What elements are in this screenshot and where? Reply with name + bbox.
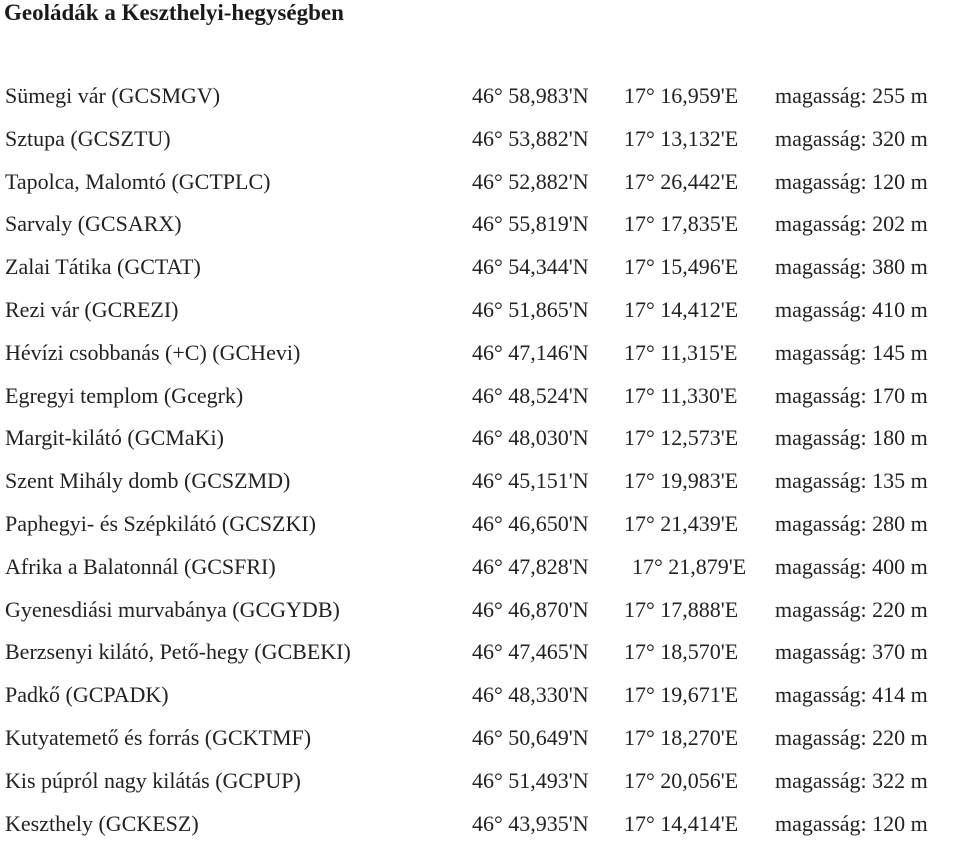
cache-altitude: magasság: 170 m [775,382,928,408]
cache-name: Margit-kilátó (GCMaKi) [5,425,224,451]
cache-latitude: 46° 54,344'N [472,254,589,280]
cache-longitude: 17° 11,330'E [624,382,738,408]
cache-name: Kutyatemető és forrás (GCKTMF) [5,724,312,750]
cache-longitude: 17° 18,270'E [624,724,739,750]
cache-row [0,546,960,589]
cache-altitude: magasság: 380 m [775,254,928,280]
cache-longitude: 17° 15,496'E [624,254,739,280]
cache-latitude: 46° 53,882'N [472,125,589,151]
cache-altitude: magasság: 120 m [775,168,928,194]
cache-longitude: 17° 18,570'E [624,639,739,665]
cache-latitude: 46° 48,330'N [472,682,589,708]
cache-longitude: 17° 17,888'E [624,596,739,622]
cache-row [0,503,960,546]
cache-longitude: 17° 21,439'E [624,510,739,536]
cache-longitude: 17° 11,315'E [624,339,738,365]
cache-longitude: 17° 19,983'E [624,468,739,494]
cache-latitude: 46° 47,146'N [472,339,589,365]
cache-row [0,460,960,503]
cache-latitude: 46° 47,828'N [472,553,589,579]
cache-altitude: magasság: 202 m [775,211,928,237]
cache-row [0,289,960,332]
cache-row [0,674,960,717]
cache-name: Szent Mihály domb (GCSZMD) [5,468,291,494]
cache-latitude: 46° 48,030'N [472,425,589,451]
cache-latitude: 46° 47,465'N [472,639,589,665]
cache-altitude: magasság: 135 m [775,468,928,494]
cache-altitude: magasság: 145 m [775,339,928,365]
cache-name: Tapolca, Malomtó (GCTPLC) [5,168,271,194]
cache-name: Kis púpról nagy kilátás (GCPUP) [5,767,301,793]
cache-name: Keszthely (GCKESZ) [5,810,199,836]
cache-name: Berzsenyi kilátó, Pető-hegy (GCBEKI) [5,639,351,665]
page-title: Geoládák a Keszthelyi-hegységben [4,0,344,25]
cache-name: Sztupa (GCSZTU) [5,125,171,151]
cache-longitude: 17° 13,132'E [624,125,739,151]
cache-altitude: magasság: 220 m [775,724,928,750]
cache-altitude: magasság: 255 m [775,83,928,108]
cache-latitude: 46° 58,983'N [472,83,589,108]
cache-row [0,631,960,674]
cache-longitude: 17° 19,671'E [624,682,739,708]
cache-latitude: 46° 46,650'N [472,510,589,536]
cache-name: Zalai Tátika (GCTAT) [5,254,201,280]
cache-altitude: magasság: 320 m [775,125,928,151]
cache-row [0,589,960,632]
cache-row [0,417,960,460]
cache-longitude: 17° 16,959'E [624,83,739,108]
cache-longitude: 17° 21,879'E [632,553,747,579]
cache-altitude: magasság: 414 m [775,682,928,708]
cache-row [0,717,960,760]
cache-latitude: 46° 55,819'N [472,211,589,237]
cache-longitude: 17° 12,573'E [624,425,739,451]
cache-row [0,75,960,118]
cache-name: Egregyi templom (Gcegrk) [5,382,244,408]
cache-name: Sarvaly (GCSARX) [5,211,182,237]
cache-latitude: 46° 50,649'N [472,724,589,750]
cache-latitude: 46° 43,935'N [472,810,589,836]
cache-row [0,760,960,803]
cache-name: Paphegyi- és Szépkilátó (GCSZKI) [5,510,316,536]
cache-name: Sümegi vár (GCSMGV) [5,83,221,108]
cache-altitude: magasság: 180 m [775,425,928,451]
cache-altitude: magasság: 322 m [775,767,928,793]
cache-altitude: magasság: 280 m [775,510,928,536]
cache-altitude: magasság: 410 m [775,296,928,322]
cache-altitude: magasság: 400 m [775,553,928,579]
cache-row [0,803,960,845]
cache-row [0,118,960,161]
cache-longitude: 17° 17,835'E [624,211,739,237]
cache-name: Hévízi csobbanás (+C) (GCHevi) [5,339,301,365]
cache-row [0,332,960,375]
cache-list [0,75,960,845]
cache-name: Afrika a Balatonnál (GCSFRI) [5,553,276,579]
cache-altitude: magasság: 220 m [775,596,928,622]
cache-name: Padkő (GCPADK) [5,682,169,708]
cache-longitude: 17° 14,414'E [624,810,739,836]
cache-altitude: magasság: 120 m [775,810,928,836]
cache-longitude: 17° 20,056'E [624,767,739,793]
cache-latitude: 46° 51,493'N [472,767,589,793]
cache-latitude: 46° 48,524'N [472,382,589,408]
cache-longitude: 17° 14,412'E [624,296,739,322]
cache-row [0,161,960,204]
cache-altitude: magasság: 370 m [775,639,928,665]
cache-name: Rezi vár (GCREZI) [5,296,179,322]
cache-row [0,375,960,418]
cache-row [0,246,960,289]
cache-longitude: 17° 26,442'E [624,168,739,194]
cache-latitude: 46° 45,151'N [472,468,589,494]
cache-row [0,203,960,246]
cache-latitude: 46° 51,865'N [472,296,589,322]
cache-latitude: 46° 46,870'N [472,596,589,622]
cache-latitude: 46° 52,882'N [472,168,589,194]
cache-name: Gyenesdiási murvabánya (GCGYDB) [5,596,340,622]
